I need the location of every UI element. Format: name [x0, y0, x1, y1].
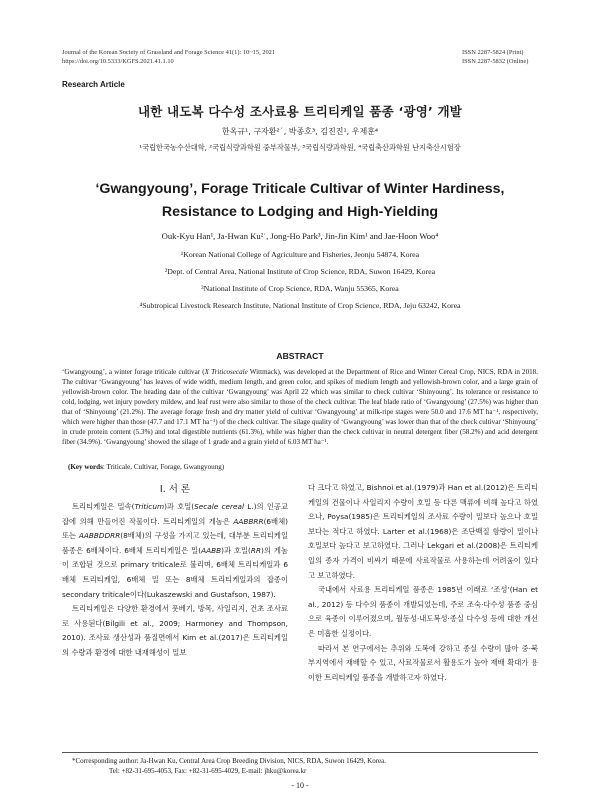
intro-paragraph-3: 국내에서 사료용 트리티케일 품종은 1985년 이래로 ‘조성’(Han et al., 2012) 등 다수의 품종이 개발되었는데, 주로 조숙·다수성 품종 중심으로 육종이 이루어졌으며, 월동성·내도복성·종실 다수성 등에 대한 개선은 미흡한 실정이다.: [308, 585, 538, 638]
korean-authors: 한옥규¹, 구자환²˙, 박종호³, 김진진¹, 우제훈⁴: [221, 127, 379, 136]
intro-paragraph-2-cont: 다 크다고 하였고, Bishnoi et al.(1979)과 Han et al.(2012)은 트리티케일의 건물이나 사일리지 수량이 호밀 등 다른 맥류에 비해 높다고 하였으나, Poysa(1985)은 트리티케일의 조사료 수량이 밀보다 높으나 호밀보다는 적다고 하였다. Larter et al.(1968)은 조단백질 함량이 밀이나 호밀보다 높다고 보고하였다. 그러나 Lekgari et al.(2008)은 트리티케일의 종자 가격이 비싸기 때문에 사료작물로 사용하는데 어려움이 있다고 보고하였다.: [308, 483, 538, 580]
korean-affiliations: ¹국립한국농수산대학, ²국립식량과학원 중부작물부, ³국립식량과학원, ⁴국립축산과학원 난지축산시험장: [139, 143, 461, 152]
affiliation-2: ²Dept. of Central Area, National Institute of Crop Science, RDA, Suwon 16429, Korea: [164, 267, 436, 276]
journal-header: [62, 49, 392, 66]
keywords: (Key words: Triticale, Cultivar, Forage, Gwangyoung): [68, 463, 225, 471]
doi-link[interactable]: https://doi.org/10.5333/KGFS.2021.41.1.10: [62, 57, 174, 65]
issn-print: ISSN 2287-5824 (Print): [462, 49, 524, 56]
body-column-right: [308, 481, 538, 685]
english-authors: Ouk-Kyu Han¹, Ja-Hwan Ku²˙, Jong-Ho Park³, Jin-Jin Kim¹ and Jae-Hoon Woo⁴: [161, 231, 439, 241]
page-number: - 10 -: [291, 781, 309, 790]
affiliation-3: ³National Institute of Crop Science, RDA, Wanju 55365, Korea: [201, 284, 399, 293]
english-title-line2: Resistance to Lodging and High-Yielding: [161, 204, 439, 220]
section-title-introduction: Ⅰ. 서 론: [159, 484, 191, 495]
article-type: Research Article: [62, 80, 125, 89]
abstract-heading: ABSTRACT: [276, 351, 324, 361]
abstract-text: ‘Gwangyoung’, a winter forage triticale cultivar (X Triticosecale Wittmack), was developed at the Department of Rice and Winter Cereal Crop, NICS, RDA in 2018. The cultivar ‘Gwangyoung’ has leaves of wide width, medium length, and green color, and spikes of medium length and yellowish-brown color, and a large grain of yellowish-brown color. The heading date of the cultivar ‘Gwangyoung’ was April 22 which was similar to check cultivar ‘Shinyoung’. Its tolerance or resistance to cold, lodging, wet injury powdery mildew, and leaf rust were also similar to those of the check cultivar. The leaf blade ratio of ‘Gwangyoung’ (27.5%) was higher than that of ‘Shinyoung’ (21.2%). The average forage fresh and dry matter yield of cultivar ‘Gwangyoung’ at milk-ripe stages were 50.0 and 17.6 MT ha⁻¹, respectively, which were higher than those (47.7 and 17.1 MT ha⁻¹) of the check cultivar. The silage quality of ‘Gwangyoung’ was lower than that of the check cultivar ‘Shinyoung’ in crude protein content (5.3%) and total digestible nutrients (61.3%), while was higher than the check cultivar in neutral detergent fiber (58.2%) and acid detergent fiber (34.9%). ‘Gwangyoung’ showed the silage of 1 grade and a grain yield of 6.03 MT ha⁻¹.: [62, 368, 538, 446]
footnote-divider: [62, 752, 538, 753]
affiliation-1: ¹Korean National College of Agriculture and Fisheries, Jeonju 54874, Korea: [180, 250, 420, 259]
journal-citation: Journal of the Korean Society of Grassland and Forage Science 41(1): 10~15, 2021: [62, 49, 276, 56]
intro-paragraph-1: 트리티케일은 밀속(Triticum)과 호밀(Secale cereal L.)의 인공교잡에 의해 만들어진 작물이다. 트리티케일의 게놈은 AABBRR(6배체) 또는 AABBDDRR(8배체)의 구성을 가지고 있는데, 대부분 트리티케일 품종은 6배체이다. 6배체 트리티케일은 밀(AABB)과 호밀(RR)의 게놈이 조합된 것으로 primary triticale로 불리며, 6배체 트리티케일과 6배체 트리티케일, 6배체 밀 또는 8배체 트리티케일과의 잡종이 secondary triticale이다(Lukaszewski and Gustafson, 1987).: [62, 502, 289, 599]
english-title-line1: ‘Gwangyoung’, Forage Triticale Cultivar of Winter Hardiness,: [95, 181, 505, 197]
issn-online: ISSN 2287-5832 (Online): [462, 57, 529, 65]
corresponding-author-footnote: [72, 756, 532, 776]
footnote-line-1: *Corresponding author: Ja-Hwan Ku, Central Area Crop Breeding Division, NICS, RDA, Suwon 16429, Korea.: [72, 757, 386, 765]
footnote-line-2: Tel: +82-31-695-4053, Fax: +82-31-695-4029, E-mail: jhku@korea.kr: [109, 767, 307, 775]
issn-block: [462, 49, 572, 66]
korean-title: 내한 내도복 다수성 조사료용 트리티케일 품종 ‘광영’ 개발: [137, 104, 463, 119]
body-column-left: [62, 500, 288, 661]
english-title: [60, 178, 540, 224]
affiliation-4: ⁴Subtropical Livestock Research Institute, National Institute of Crop Science, RDA, Jeju 63242, Korea: [139, 301, 461, 310]
intro-paragraph-2: 트리티케일은 다양한 환경에서 풋베기, 방목, 사일리지, 건초 조사료로 사용된다(Bilgili et al., 2009; Harmoney and Thompson, 2010). 조사료 생산성과 품질면에서 Kim et al.(2017)은 트리티케일의 수량과 환경에 대한 내재해성이 밀보: [62, 604, 288, 657]
intro-paragraph-4: 따라서 본 연구에서는 추위와 도복에 강하고 종실 수량이 많아 중·북부지역에서 재배할 수 있고, 사료작물로서 활용도가 높아 재배 확대가 용이한 트리티케일 품종을 개발하고자 하였다.: [308, 643, 538, 682]
